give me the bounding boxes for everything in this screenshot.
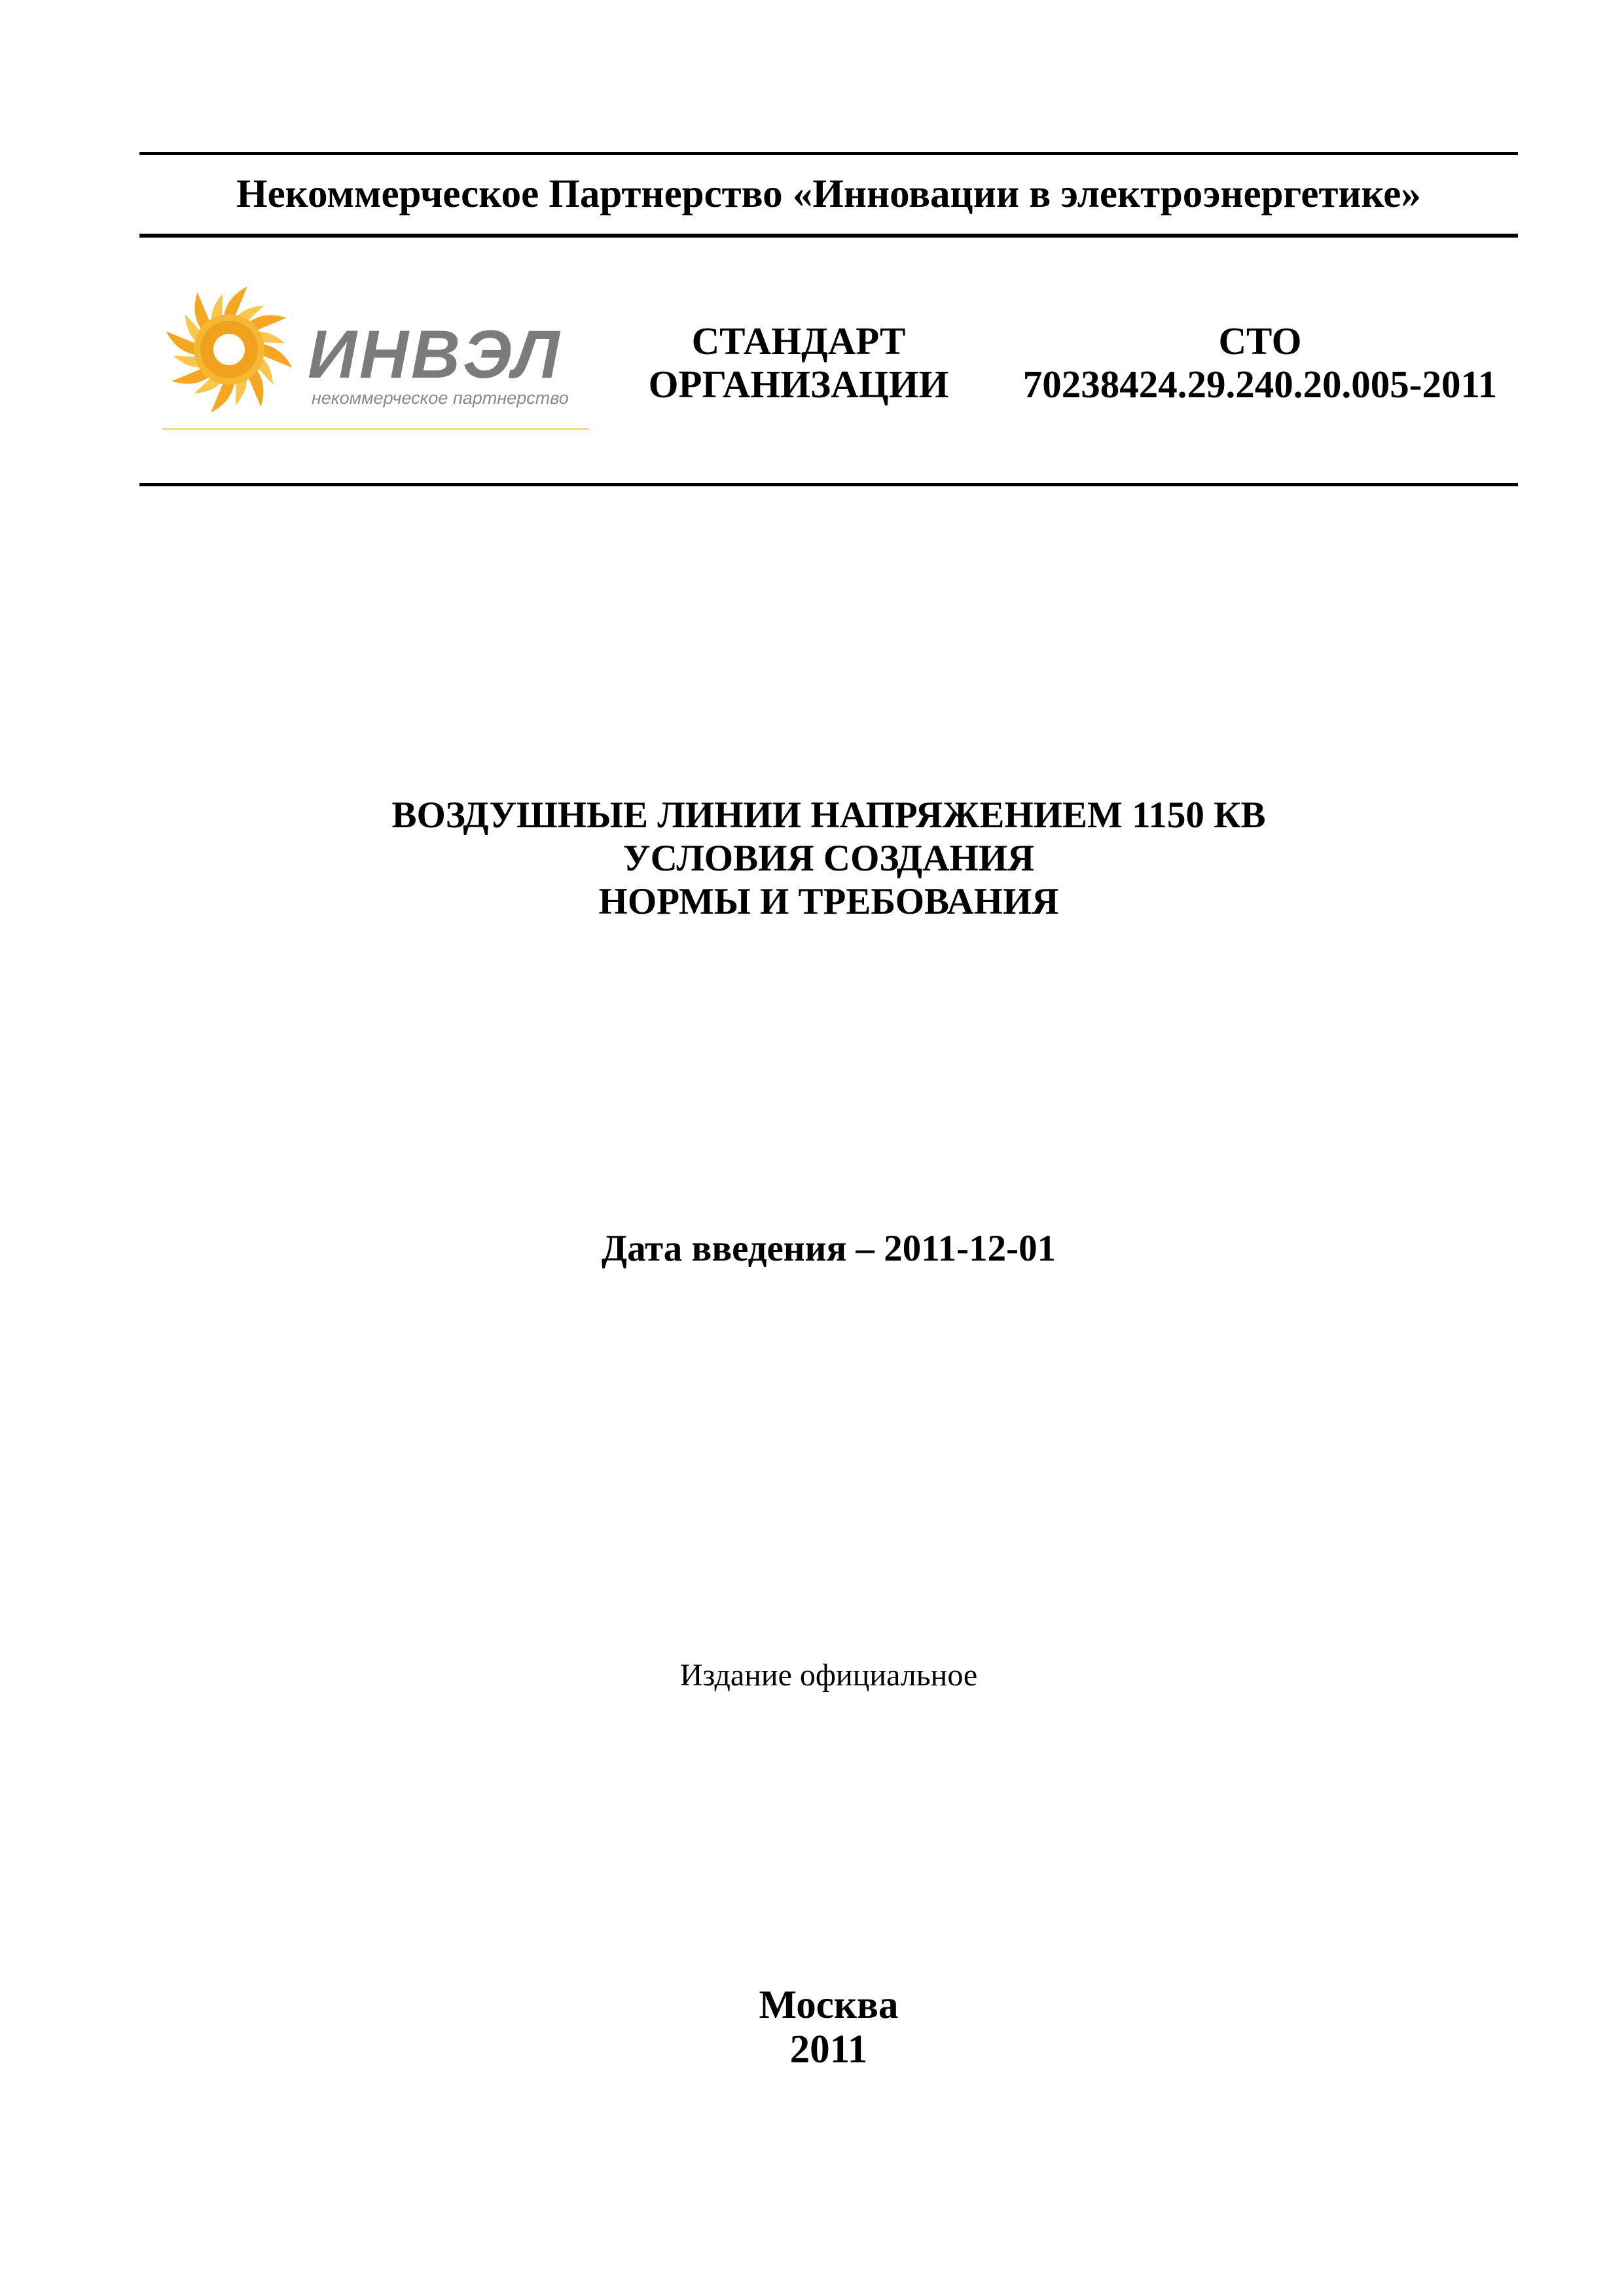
- document-title-line3: НОРМЫ И ТРЕБОВАНИЯ: [598, 881, 1059, 922]
- logo-subtitle: некоммерческое партнерство: [312, 388, 569, 408]
- publication-city: Москва: [759, 1983, 899, 2027]
- publication-year: 2011: [789, 2028, 868, 2072]
- document-title: [139, 794, 1518, 924]
- top-rule: [139, 152, 1518, 155]
- standard-code-line2: 70238424.29.240.20.005-2011: [1022, 363, 1498, 406]
- document-title-line2: УСЛОВИЯ СОЗДАНИЯ: [623, 838, 1035, 879]
- standard-code-line1: СТО: [1218, 319, 1302, 363]
- standard-label-line1: СТАНДАРТ: [691, 319, 906, 363]
- header-bottom-rule: [139, 483, 1518, 486]
- publication-info: [139, 1983, 1518, 2072]
- standard-label-line2: ОРГАНИЗАЦИИ: [648, 363, 949, 406]
- standard-label: [628, 319, 969, 406]
- document-title-line1: ВОЗДУШНЫЕ ЛИНИИ НАПРЯЖЕНИЕМ 1150 КВ: [391, 795, 1266, 836]
- effective-date: Дата введения – 2011-12-01: [601, 1228, 1056, 1269]
- invel-logo: [156, 281, 594, 439]
- header-underline: [139, 234, 1518, 238]
- sun-icon: [156, 281, 313, 425]
- edition-note: Издание официальное: [679, 1658, 978, 1693]
- organization-title: Некоммерческое Партнерство «Инновации в электроэнергетике»: [236, 172, 1421, 216]
- logo-wordmark: ИНВЭЛ: [308, 317, 562, 393]
- standard-code: [985, 319, 1535, 406]
- logo-underline: [162, 428, 589, 430]
